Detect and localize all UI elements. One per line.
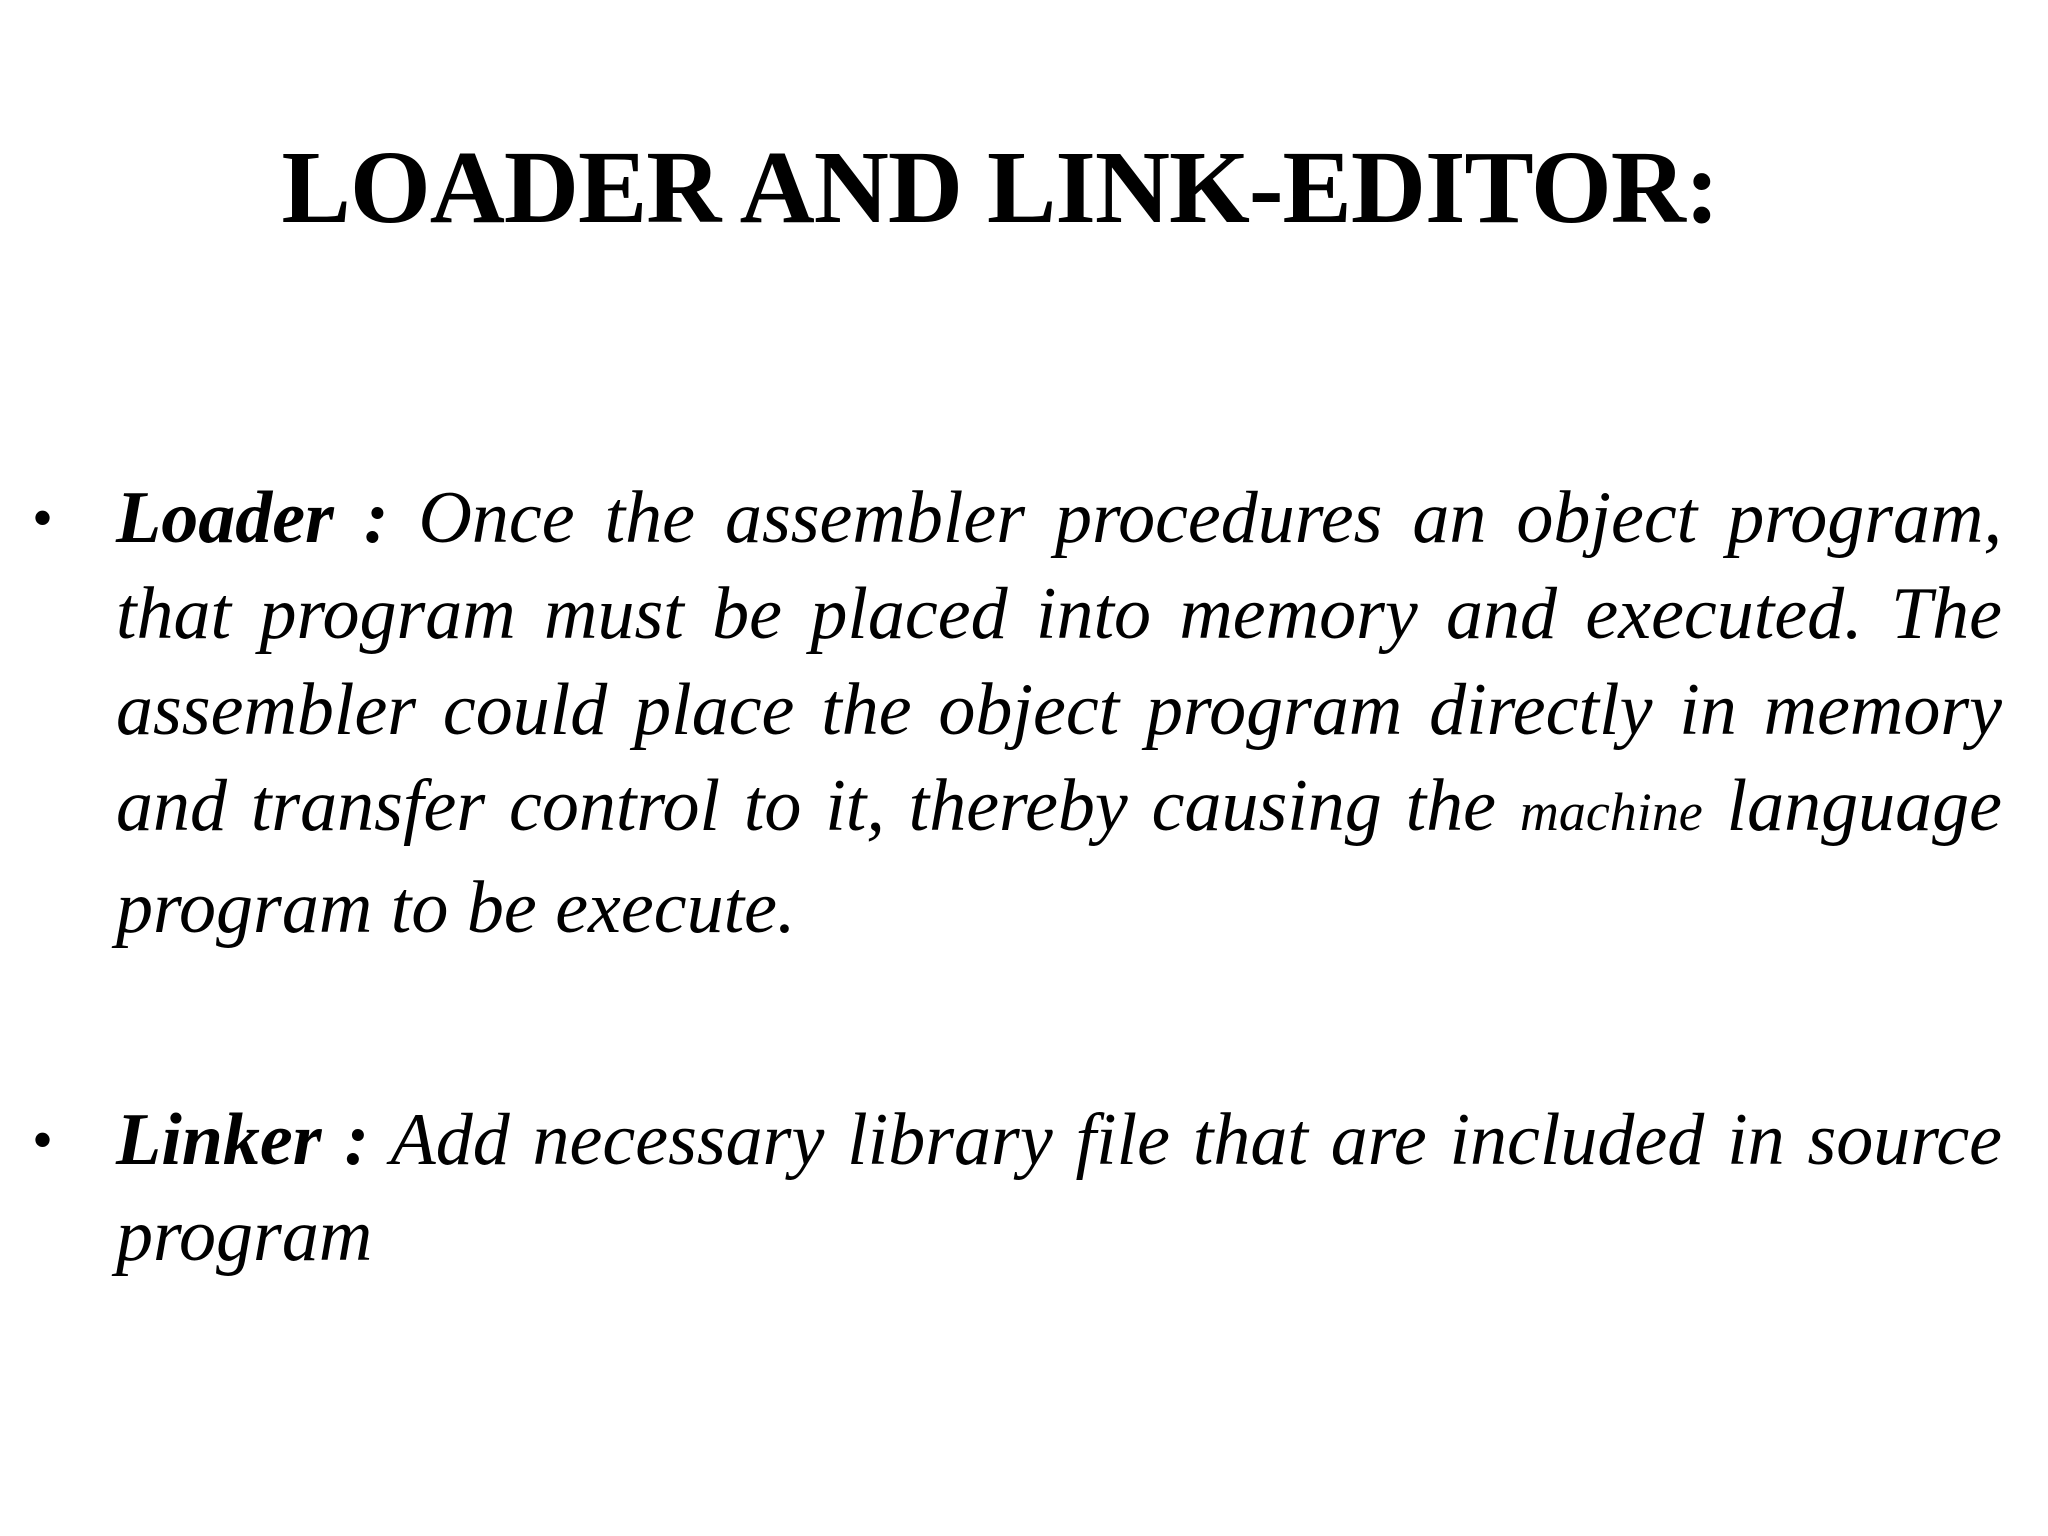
term-linker: Linker : <box>116 1099 370 1181</box>
loader-description-part2: language program to be execute. <box>116 765 2003 949</box>
bullet-list <box>32 470 2002 1284</box>
bullet-item-loader <box>32 470 2002 956</box>
bullet-item-linker <box>32 1092 2002 1284</box>
loader-description-part1: Once the assembler procedures an object program, that program must be placed into memory and executed. The assembler could place the object program directly in memory and transfer control to it, thereby causing the <box>116 477 2002 847</box>
term-loader: Loader : <box>116 477 389 559</box>
loader-description-small-word: machine <box>1519 782 1703 842</box>
bullet-icon: • <box>32 1107 54 1173</box>
linker-description: Add necessary library file that are included in source program <box>116 1099 2003 1277</box>
bullet-icon: • <box>32 485 54 551</box>
slide-title: LOADER AND LINK-EDITOR: <box>281 130 1719 245</box>
